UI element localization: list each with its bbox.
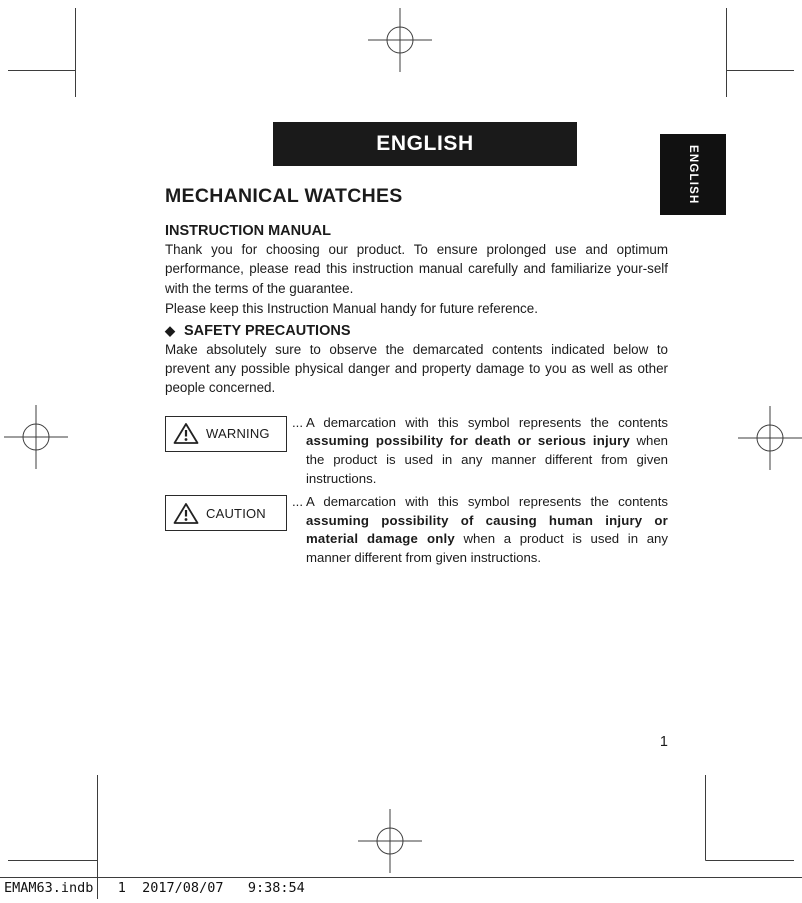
warning-text (292, 414, 668, 488)
warning-label: WARNING (206, 426, 270, 442)
caution-box (165, 495, 287, 531)
registration-mark-left (4, 405, 68, 469)
page-title: MECHANICAL WATCHES (165, 185, 403, 207)
warning-row (165, 414, 668, 488)
language-side-tab-label: ENGLISH (687, 144, 699, 205)
registration-mark-top-center (368, 8, 432, 72)
crop-mark-top-left (8, 8, 76, 97)
language-side-tab (660, 134, 726, 215)
keep-paragraph: Please keep this Instruction Manual handy for future reference. (165, 301, 538, 317)
footer-imprint: EMAM63.indb 1 2017/08/07 9:38:54 (4, 880, 305, 896)
registration-mark-right (738, 406, 802, 470)
safety-precautions-heading-label: SAFETY PRECAUTIONS (184, 322, 351, 339)
intro-paragraph: Thank you for choosing our product. To ensure prolonged use and optimum performance, please read this instruction manual carefully and familiarize your-self with the terms of the guarantee. (165, 242, 668, 296)
page-number: 1 (659, 734, 668, 750)
page-content (165, 185, 668, 568)
safety-precautions-heading (165, 323, 668, 339)
warning-text-lead: A demarcation with this symbol represents the contents (306, 414, 668, 430)
warning-triangle-icon (173, 422, 199, 445)
caution-triangle-icon (173, 502, 199, 525)
caution-text-lead: A demarcation with this symbol represents the contents (306, 494, 668, 510)
warning-ellipsis: ... (292, 414, 303, 430)
safety-paragraph: Make absolutely sure to observe the demarcated contents indicated below to prevent any possible physical danger and property damage to you as well as other people concerned. (165, 341, 668, 396)
crop-mark-top-right (727, 8, 795, 97)
instruction-manual-heading: INSTRUCTION MANUAL (165, 223, 331, 239)
caution-text (292, 493, 668, 567)
caution-ellipsis: ... (292, 494, 303, 510)
caution-text-tail: when a product is used in any manner different from given instructions. (306, 531, 668, 565)
caution-label: CAUTION (206, 505, 266, 521)
language-banner (273, 122, 577, 166)
caution-text-bold: assuming possibility of causing human injury or material damage only (306, 512, 668, 547)
language-banner-label: ENGLISH (376, 132, 474, 155)
warning-text-bold: assuming possibility for death or serious injury (306, 433, 630, 449)
crop-mark-bottom-right (706, 775, 795, 861)
caution-row (165, 493, 668, 567)
warning-box (165, 416, 287, 452)
diamond-bullet-icon: ◆ (165, 323, 175, 339)
registration-mark-bottom-center (358, 809, 422, 873)
warning-text-tail: when the product is used in any manner different from given instructions. (306, 433, 668, 486)
